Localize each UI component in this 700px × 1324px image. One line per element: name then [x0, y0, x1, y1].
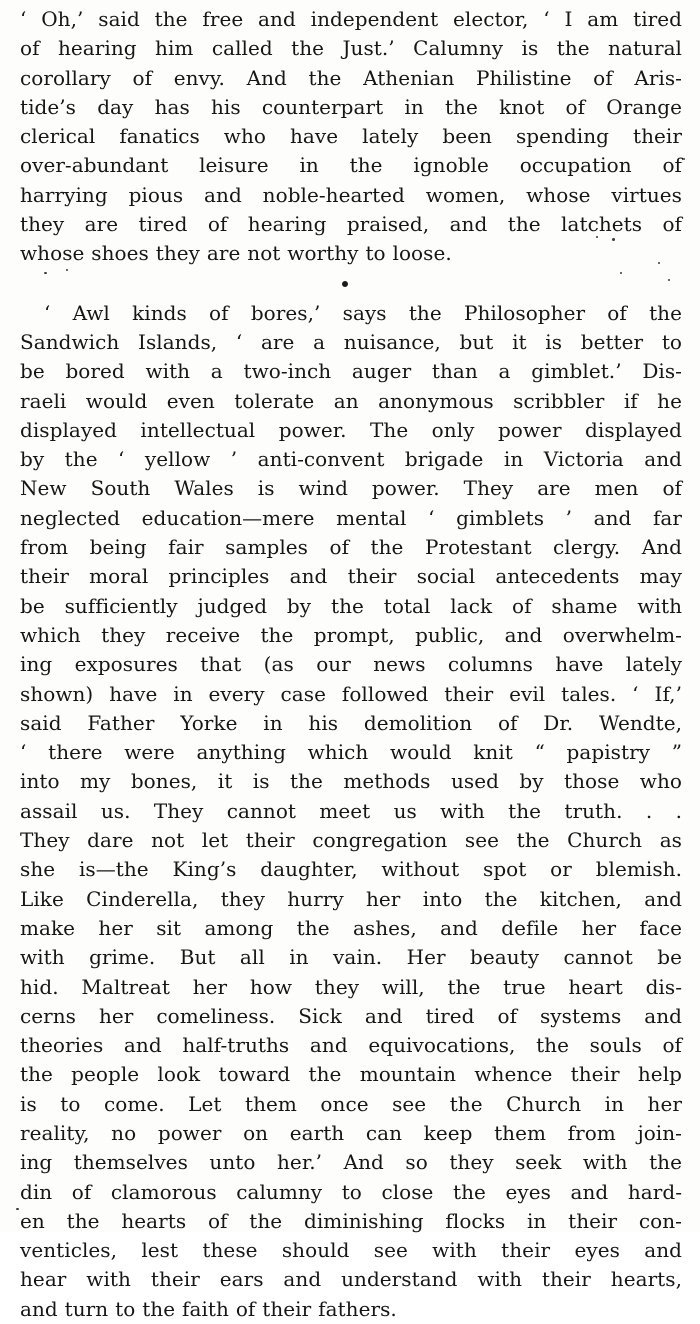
text-line: They dare not let their congregation see the Church as	[20, 828, 682, 853]
text-line: of hearing him called the Just.’ Calumny is the natural	[20, 36, 682, 61]
text-line: tide’s day has his counterpart in the knot of Orange	[20, 94, 682, 119]
text-line: into my bones, it is the methods used by those who	[20, 769, 682, 794]
text-line: she is—the King’s daughter, without spot or blemish.	[20, 857, 682, 882]
paragraph-2	[20, 299, 682, 1324]
text-column	[20, 5, 682, 1324]
text-line: which they receive the prompt, public, and overwhelm-	[20, 622, 682, 647]
text-line: clerical fanatics who have lately been spending their	[20, 124, 682, 149]
text-line: from being fair samples of the Protestant clergy. And	[20, 535, 682, 560]
text-line: ing themselves unto her.’ And so they seek with the	[20, 1150, 682, 1175]
text-line: ‘ there were anything which would knit “ papistry ”	[20, 740, 682, 765]
text-line: with grime. But all in vain. Her beauty cannot be	[20, 945, 682, 970]
text-line: New South Wales is wind power. They are men of	[20, 476, 682, 501]
text-line: hear with their ears and understand with their hearts,	[20, 1267, 682, 1292]
text-line: and turn to the faith of their fathers.	[20, 1296, 397, 1321]
text-line: ‘ Awl kinds of bores,’ says the Philosopher of the	[44, 300, 682, 325]
text-line: said Father Yorke in his demolition of Dr. Wendte,	[20, 710, 682, 735]
text-line: the people look toward the mountain whence their help	[20, 1062, 682, 1087]
text-line: din of clamorous calumny to close the eyes and hard-	[20, 1179, 682, 1204]
text-line: they are tired of hearing praised, and the latchets of	[20, 212, 682, 237]
text-line: is to come. Let them once see the Church in her	[20, 1091, 682, 1116]
text-line: Like Cinderella, they hurry her into the kitchen, and	[20, 886, 682, 911]
text-line: whose shoes they are not worthy to loose.	[20, 241, 452, 266]
text-line: Sandwich Islands, ‘ are a nuisance, but it is better to	[20, 329, 682, 354]
text-line: hid. Maltreat her how they will, the true heart dis-	[20, 974, 682, 999]
text-line: displayed intellectual power. The only power displayed	[20, 417, 682, 442]
text-line: ‘ Oh,’ said the free and independent elector, ‘ I am tired	[20, 7, 682, 31]
text-line: raeli would even tolerate an anonymous scribbler if he	[20, 388, 682, 413]
text-line: venticles, lest these should see with their eyes and	[20, 1238, 682, 1263]
text-line: their moral principles and their social antecedents may	[20, 564, 682, 589]
text-line: corollary of envy. And the Athenian Philistine of Aris-	[20, 65, 682, 90]
text-line: cerns her comeliness. Sick and tired of systems and	[20, 1003, 682, 1028]
text-line: en the hearts of the diminishing flocks in their con-	[20, 1208, 682, 1233]
text-line: by the ‘ yellow ’ anti-convent brigade in Victoria and	[20, 447, 682, 472]
ink-speck	[16, 1208, 19, 1210]
text-line: harrying pious and noble-hearted women, whose virtues	[20, 182, 682, 207]
text-line: shown) have in every case followed their evil tales. ‘ If,’	[20, 681, 682, 706]
text-line: reality, no power on earth can keep them from join-	[20, 1120, 682, 1145]
text-line: neglected education—mere mental ‘ gimblets ’ and far	[20, 505, 682, 530]
text-line: theories and half-truths and equivocations, the souls of	[20, 1033, 682, 1058]
text-line: be sufficiently judged by the total lack of shame with	[20, 593, 682, 618]
text-line: be bored with a two-inch auger than a gimblet.’ Dis-	[20, 359, 682, 384]
text-line: over-abundant leisure in the ignoble occupation of	[20, 153, 682, 178]
ink-speck	[683, 158, 685, 160]
text-line: assail us. They cannot meet us with the truth. . .	[20, 798, 682, 823]
divider-dot-icon	[342, 281, 348, 287]
text-line: make her sit among the ashes, and defile her face	[20, 915, 682, 940]
section-divider	[20, 269, 682, 299]
paragraph-1	[20, 5, 682, 269]
text-line: ing exposures that (as our news columns have lately	[20, 652, 682, 677]
